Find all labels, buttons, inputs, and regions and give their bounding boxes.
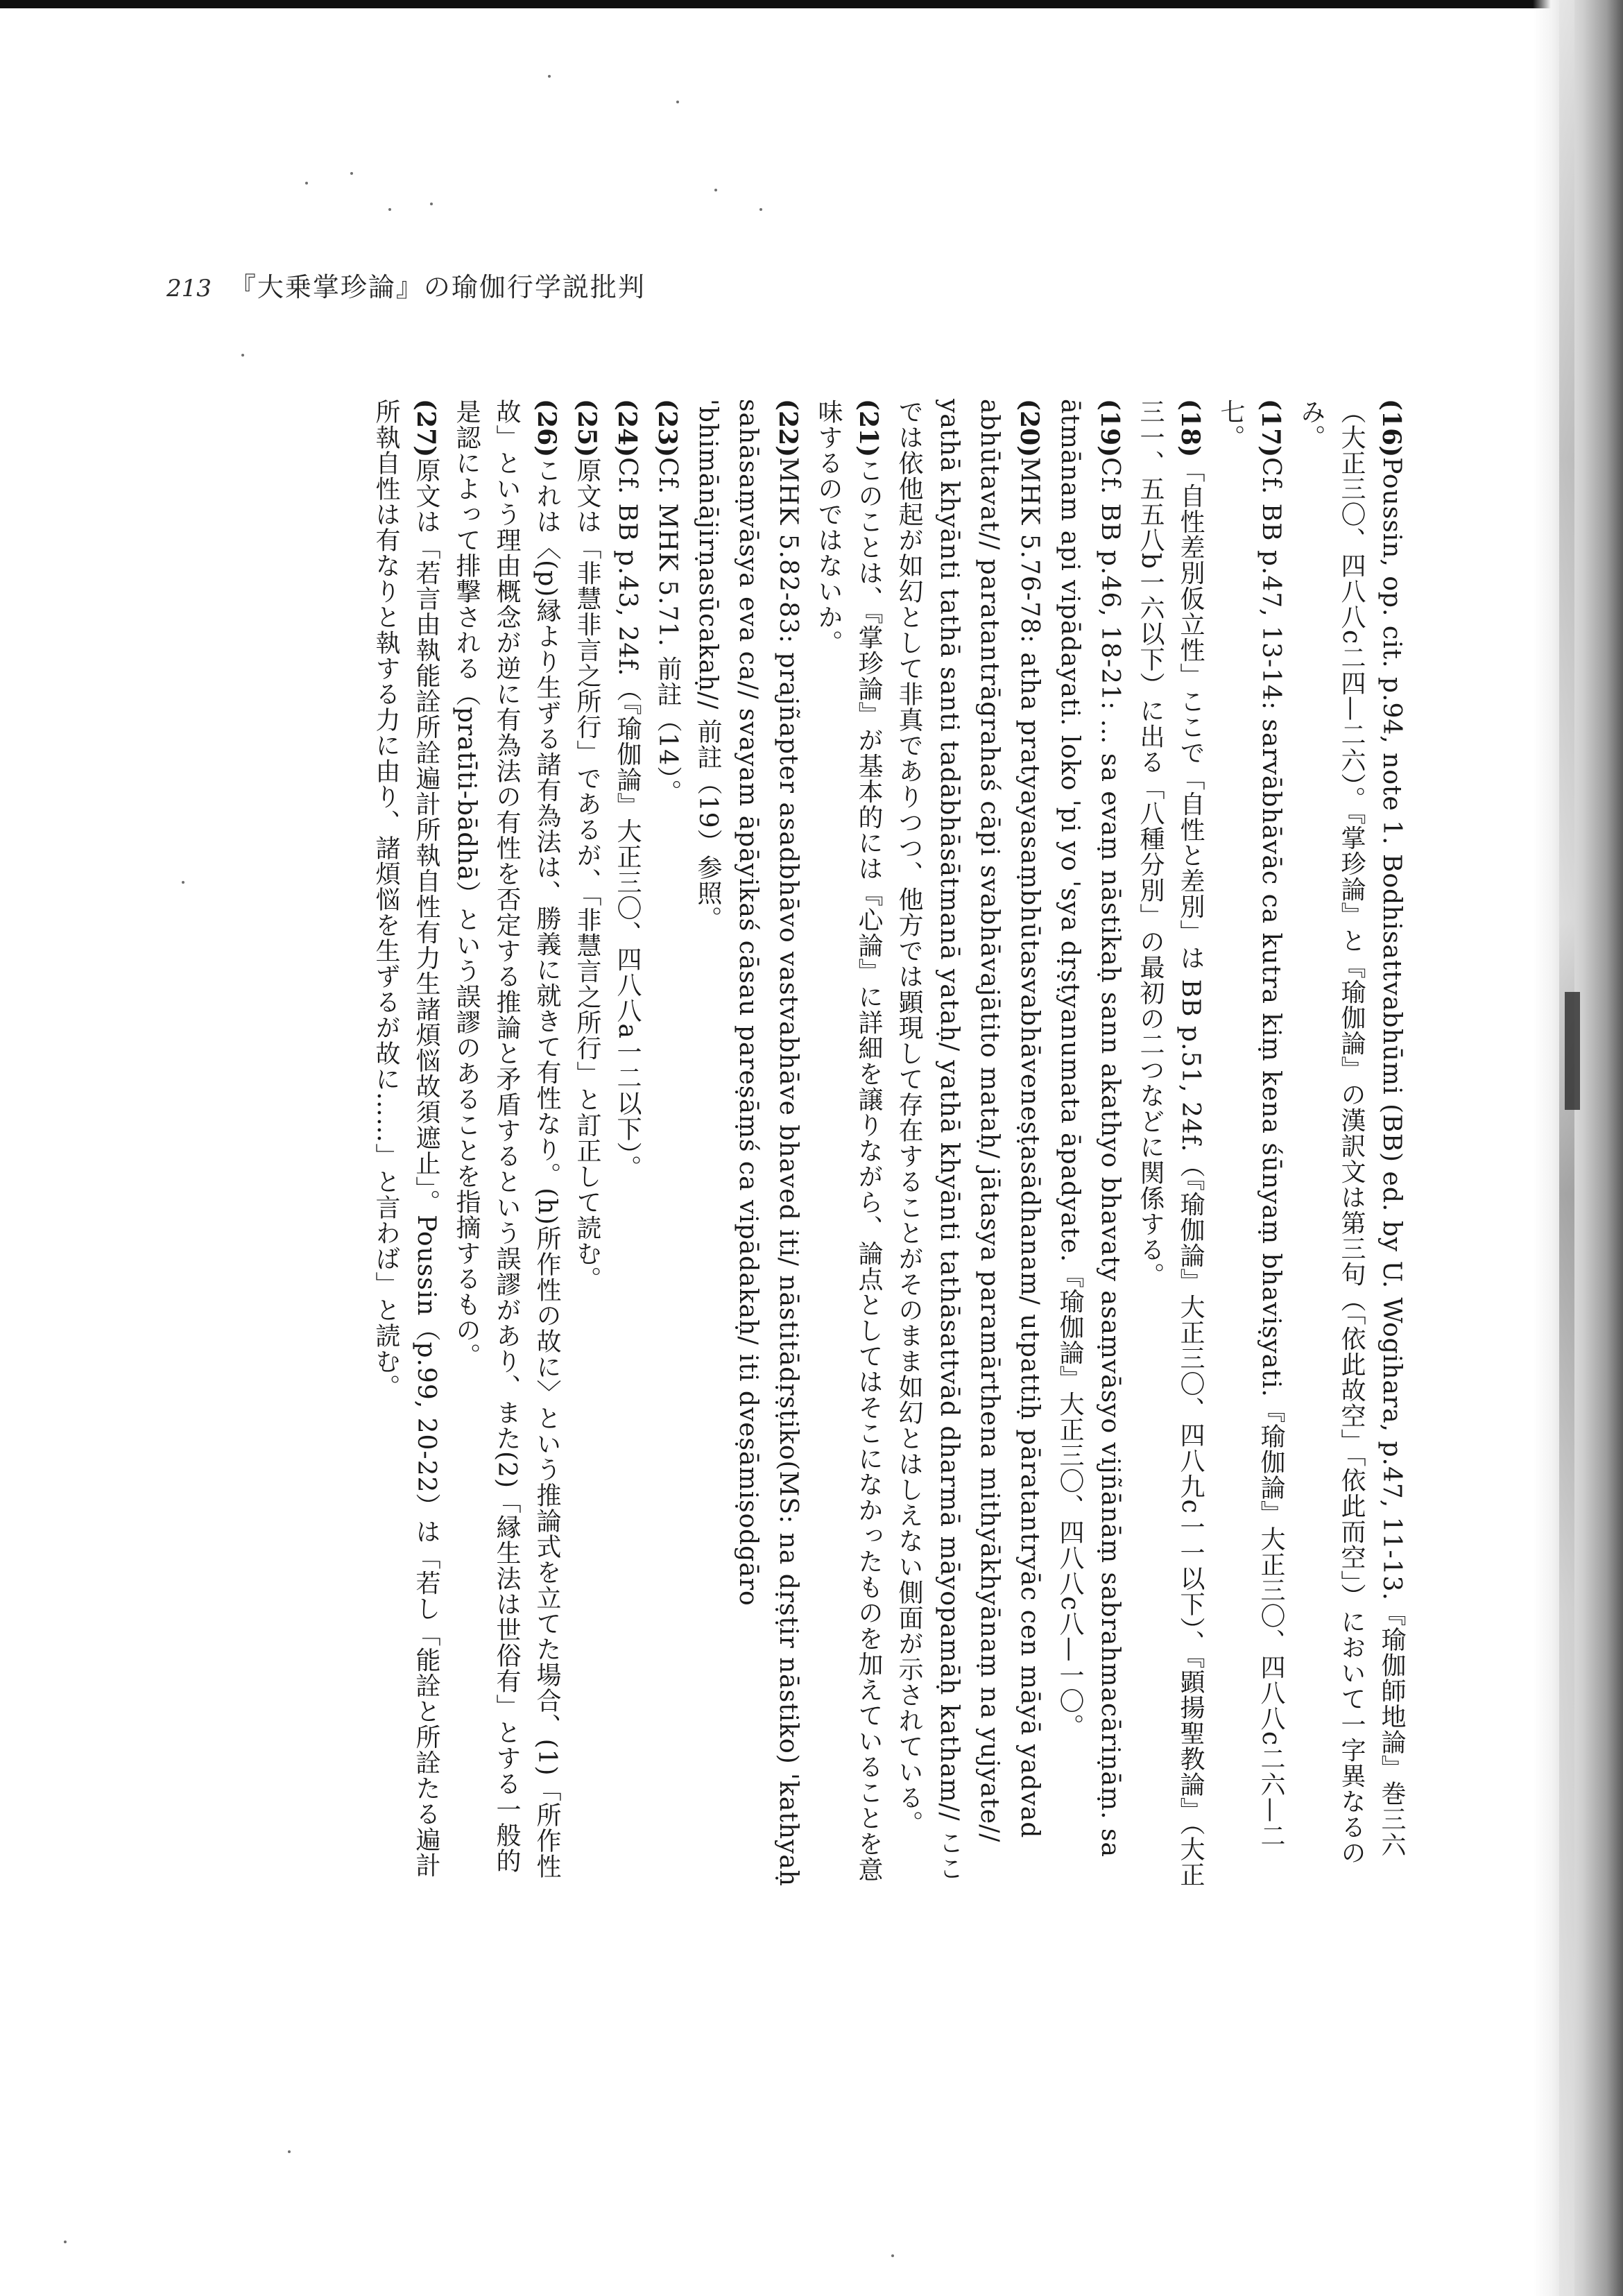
note-text: 原文は「若言由執能詮所詮遍計所執自性有力生諸煩悩故須遮止」。Poussin（p.99, 20-22）は「若し「能詮と所詮たる遍計所執自性は有なりと執する力に由り、諸煩悩を生ずるが故に……」と言わば」と読む。 xyxy=(372,399,440,1878)
note-21 xyxy=(808,399,888,1890)
note-18 xyxy=(1130,399,1210,1890)
note-number: (24) xyxy=(612,399,642,458)
note-number: (27) xyxy=(411,399,440,458)
note-number: (22) xyxy=(773,399,802,458)
note-text: Cf. BB p.43, 24f.（『瑜伽論』大正三〇、四八八a一二以下）。 xyxy=(613,457,642,1181)
note-24 xyxy=(607,399,647,1890)
note-number: (26) xyxy=(532,399,561,458)
note-text: Poussin, op. cit. p.94, note 1. Bodhisattvabhūmi (BB) ed. by U. Wogihara, p.47, 11-13.『瑜伽師地論』巻三六（大正三〇、四八八c二四—二六）。『掌珍論』と『瑜伽論』の漢訳文は第三句（「依此故空」「依此而空」）において一字異なるのみ。 xyxy=(1297,399,1406,1866)
note-20 xyxy=(888,399,1049,1890)
note-16 xyxy=(1291,399,1411,1890)
note-text: 原文は「非慧非言之所行」であるが、「非慧言之所行」と訂正して読む。 xyxy=(573,457,601,1292)
note-23 xyxy=(647,399,687,1890)
note-text: Cf. BB p.47, 13-14: sarvābhāvāc ca kutra kiṃ kena śūnyaṃ bhaviṣyati.『瑜伽論』大正三〇、四八八c二六—二七。 xyxy=(1217,399,1285,1849)
note-text: MHK 5.76-78: atha pratyayasaṃbhūtasvabhāveneṣṭasādhanam/ utpattiḥ pāratantryāc cen māyā yadvad abhūtavat// paratantrāgrahaś cāpi svabhāvajātito mataḥ/ jātasya paramārthena mithyākhyānaṃ na yujyate// yathā khyānti tathā santi tadābhāsātmanā yataḥ/ yathā khyānti tathāsattvād dharmā māyopamāḥ katham// ここでは依他起が如幻として非真でありつつ、他方では顕現して存在することがそのまま如幻とはしえない側面が示されている。 xyxy=(895,399,1044,1882)
note-number: (20) xyxy=(1015,399,1044,458)
note-text: 「自性差別仮立性」ここで「自性と差別」は BB p.51, 24f.（『瑜伽論』大正三〇、四八九c一一以下）、『顕揚聖教論』（大正三一、五五八b一六以下）に出る「八種分別」の最初の二つなどに関係する。 xyxy=(1136,399,1205,1887)
note-text: Cf. MHK 5.71. 前註（14）。 xyxy=(653,457,682,805)
scan-gutter-band xyxy=(1559,0,1574,2296)
note-26 xyxy=(446,399,567,1890)
note-25 xyxy=(567,399,607,1890)
scan-top-border xyxy=(0,0,1623,8)
endnotes xyxy=(366,399,1411,1890)
binding-mark xyxy=(1565,992,1580,1110)
running-header xyxy=(166,266,646,304)
note-17 xyxy=(1210,399,1291,1890)
note-number: (21) xyxy=(854,399,883,458)
running-title: 『大乗掌珍論』の瑜伽行学説批判 xyxy=(229,272,646,302)
note-text: これは〈(p)縁より生ずる諸有為法は、勝義に就きて有性なり。(h)所作性の故に〉という推論式を立てた場合、(1)「所作性故」という理由概念が逆に有為法の有性を否定する推論と矛盾するという誤謬があり、また(2)「縁生法は世俗有」とする一般的是認によって排撃される（pratīti-bādhā）という誤謬のあることを指摘するもの。 xyxy=(452,399,561,1879)
note-number: (25) xyxy=(572,399,601,458)
note-text: MHK 5.82-83: prajñapter asadbhāvo vastvabhāve bhaved iti/ nāstitādṛṣṭiko(MS: na dṛṣṭir nāstiko) 'kathyaḥ sahāsaṃvāsya eva ca// svayam āpāyikaś cāsau pareṣāṃś ca vipādakaḥ/ iti dveṣāmiṣodgāro 'bhimānājirṇasūcakaḥ// 前註（19）参照。 xyxy=(694,399,802,1887)
note-number: (18) xyxy=(1176,399,1205,458)
note-number: (19) xyxy=(1095,399,1124,458)
note-22 xyxy=(687,399,808,1890)
page-number: 213 xyxy=(166,275,212,302)
note-number: (16) xyxy=(1377,399,1406,458)
scan-gutter-shadow xyxy=(1533,0,1623,2296)
note-27 xyxy=(366,399,446,1890)
note-number: (23) xyxy=(653,399,682,458)
note-text: このことは、『掌珍論』が基本的には『心論』に詳細を譲りながら、論点としてはそこになかったものを加えていることを意味するのではないか。 xyxy=(814,399,883,1883)
note-19 xyxy=(1049,399,1130,1890)
note-text: Cf. BB p.46, 18-21: … sa evaṃ nāstikaḥ sann akathyo bhavaty asaṃvāsyo vijñānāṃ sabrahmacāriṇāṃ. sa ātmānam api vipādayati. loko 'pi yo 'sya dṛṣṭyanumata āpadyate.『瑜伽論』大正三〇、四八八c八—一〇。 xyxy=(1056,399,1124,1858)
note-number: (17) xyxy=(1256,399,1285,458)
